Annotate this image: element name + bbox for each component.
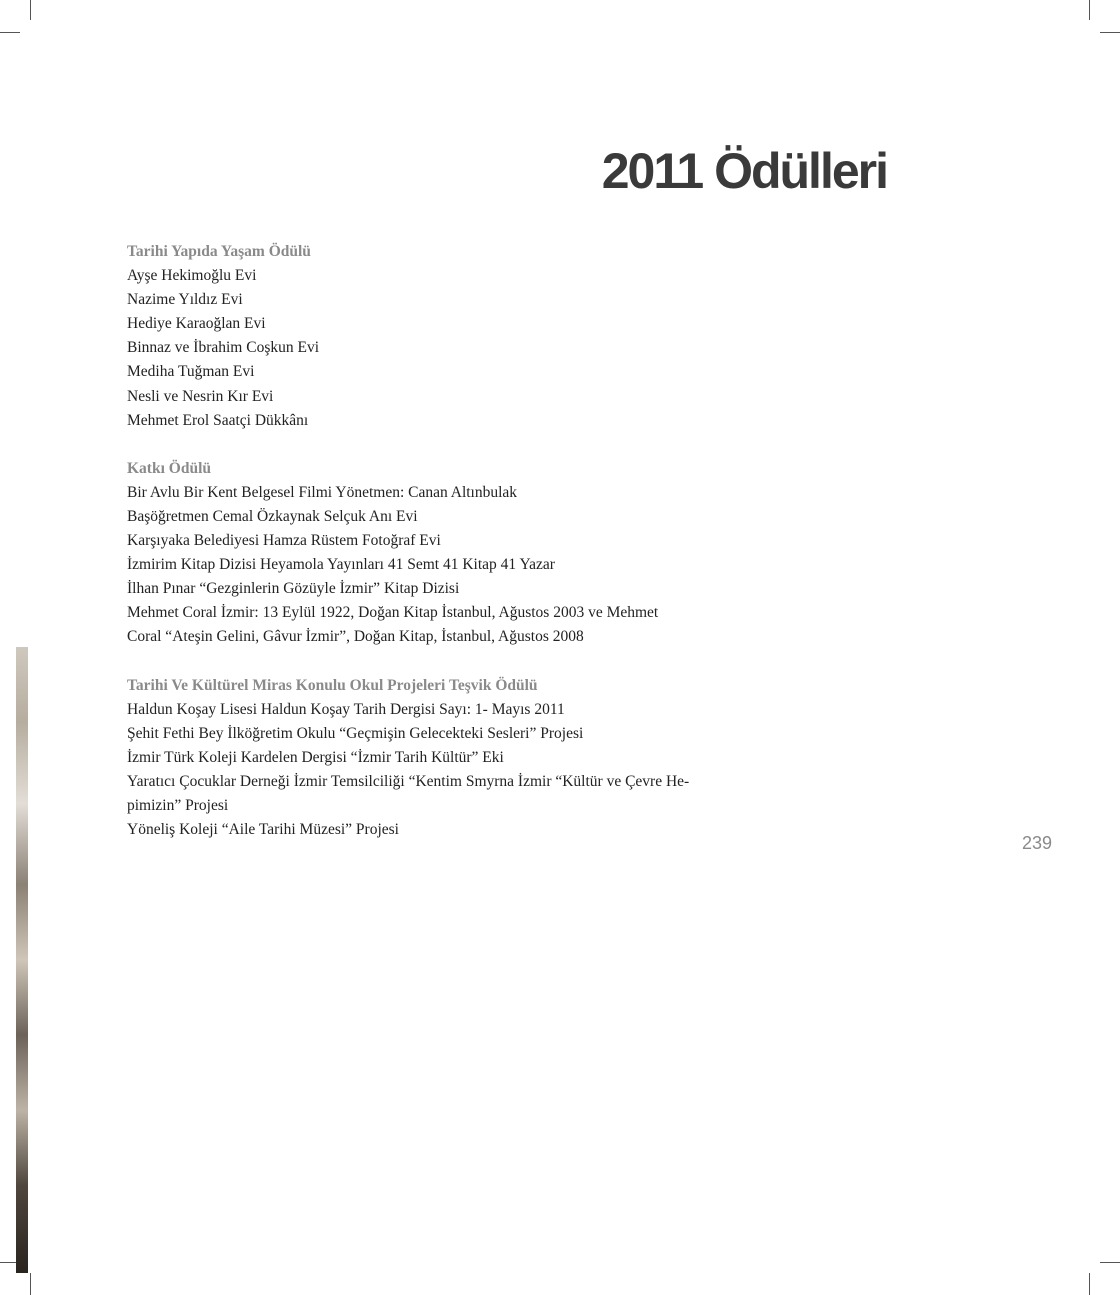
page-title: 2011 Ödülleri (601, 143, 887, 199)
list-item: Bir Avlu Bir Kent Belgesel Filmi Yönetmen: Canan Altınbulak (127, 483, 518, 501)
award-section-living-in-historic-building (127, 240, 687, 433)
crop-mark-top-left-h (0, 32, 20, 33)
awards-list (127, 240, 690, 866)
section-heading: Tarihi Yapıda Yaşam Ödülü (127, 243, 311, 260)
list-item: Ayşe Hekimoğlu Evi (127, 267, 257, 285)
list-item: İzmirim Kitap Dizisi Heyamola Yayınları 41 Semt 41 Kitap 41 Yazar (127, 556, 555, 574)
list-item: Binnaz ve İbrahim Coşkun Evi (127, 339, 319, 357)
list-item: Yaratıcı Çocuklar Derneği İzmir Temsilciliği “Kentim Smyrna İzmir “Kültür ve Çevre He- (127, 772, 690, 790)
page-number: 239 (1021, 833, 1052, 853)
list-item: Nazime Yıldız Evi (127, 291, 243, 309)
list-item: Başöğretmen Cemal Özkaynak Selçuk Anı Evi (127, 507, 418, 525)
award-section-school-projects (127, 674, 690, 843)
list-item: Mediha Tuğman Evi (127, 363, 255, 381)
crop-mark-bottom-right-v (1089, 1273, 1090, 1295)
list-item: Hediye Karaoğlan Evi (127, 315, 266, 333)
crop-mark-bottom-left-v (30, 1273, 31, 1295)
award-section-contribution (127, 457, 687, 650)
list-item: Mehmet Erol Saatçi Dükkânı (127, 411, 309, 429)
list-item: Karşıyaka Belediyesi Hamza Rüstem Fotoğraf Evi (127, 532, 441, 550)
section-heading: Katkı Ödülü (127, 459, 211, 477)
crop-mark-top-right-h (1100, 32, 1120, 33)
list-item: Şehit Fethi Bey İlköğretim Okulu “Geçmişin Gelecekteki Sesleri” Projesi (127, 724, 584, 742)
list-item: İzmir Türk Koleji Kardelen Dergisi “İzmir Tarih Kültür” Eki (127, 748, 504, 766)
list-item: İlhan Pınar “Gezginlerin Gözüyle İzmir” Kitap Dizisi (127, 580, 460, 598)
list-item: Haldun Koşay Lisesi Haldun Koşay Tarih Dergisi Sayı: 1- Mayıs 2011 (127, 700, 565, 718)
list-item: Coral “Ateşin Gelini, Gâvur İzmir”, Doğan Kitap, İstanbul, Ağustos 2008 (127, 628, 584, 646)
list-item: Nesli ve Nesrin Kır Evi (127, 387, 274, 405)
crop-mark-top-left-v (30, 0, 31, 20)
list-item: Mehmet Coral İzmir: 13 Eylül 1922, Doğan Kitap İstanbul, Ağustos 2003 ve Mehmet (127, 604, 659, 622)
section-heading: Tarihi Ve Kültürel Miras Konulu Okul Projeleri Teşvik Ödülü (127, 676, 538, 694)
list-item: Yöneliş Koleji “Aile Tarihi Müzesi” Projesi (127, 821, 399, 839)
crop-mark-bottom-right-h (1100, 1262, 1120, 1263)
list-item: pimizin” Projesi (127, 796, 229, 814)
crop-mark-top-right-v (1089, 0, 1090, 20)
adjacent-page-photo-edge (16, 647, 28, 1273)
